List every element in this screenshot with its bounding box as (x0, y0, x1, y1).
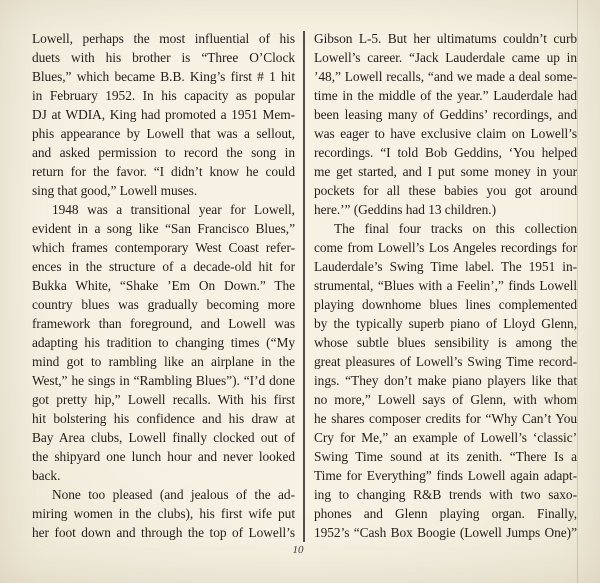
text-line: return for the favor. “I didn’t know he could (32, 164, 295, 179)
text-line: got pretty hip,” Lowell recalls. With his first (32, 392, 295, 407)
text-line: come from Lowell’s Los Angeles recordings for (314, 240, 577, 255)
text-line: time in the middle of the year.” Lauderdale had (314, 88, 577, 103)
text-line: by the typically superb piano of Lloyd Glenn, (314, 316, 577, 331)
text-line: great pleasures of Lowell’s Swing Time record- (314, 354, 577, 369)
text-line: Swing Time sound at its zenith. “There Is a (314, 449, 577, 464)
text-line: phis appearance by Lowell that was a sellout, (32, 126, 295, 141)
text-line: ing to changing R&B trends with two saxo- (314, 487, 577, 502)
right-column (314, 29, 577, 542)
text-line: ences in the structure of a decade-old hit for (32, 259, 295, 274)
text-line: miring women in the clubs), his first wife put (32, 506, 295, 521)
text-line: hit bolstering his confidence and his draw at (32, 411, 295, 426)
text-line: the shipyard one lunch hour and never looked (32, 449, 295, 464)
column-divider (303, 31, 305, 542)
page-number: 10 (292, 544, 304, 556)
text-line: mind got to rambling like an airplane in the (32, 354, 295, 369)
text-line: Blues,” which became B.B. King’s first # 1 hit (32, 69, 295, 84)
text-line: framework than foreground, and Lowell was (32, 316, 295, 331)
text-line: Bay Area clubs, Lowell finally clocked out of (32, 430, 295, 445)
text-line: country blues was gradually becoming more (32, 297, 295, 312)
text-line: here.’” (Geddins had 13 children.) (314, 202, 496, 217)
text-line: Time for Everything” finds Lowell again adapt- (314, 468, 577, 483)
text-line: no more,” Lowell says of Glenn, with whom (314, 392, 577, 407)
text-line: pockets for all these babies you got around (314, 183, 577, 198)
text-line: ings. “They don’t make piano players like that (314, 373, 577, 388)
page-fold-line (577, 0, 578, 583)
text-line: ’48,” Lowell recalls, “and we made a deal some- (314, 69, 577, 84)
text-line: in February 1952. In his capacity as popular (32, 88, 295, 103)
text-line: Lauderdale’s Swing Time label. The 1951 in- (314, 259, 577, 274)
text-line: he shares composer credits for “Why Can’t You (314, 411, 577, 426)
text-line: was eager to have exclusive claim on Lowell’s (314, 126, 577, 141)
text-line: West,” he sings in “Rambling Blues”). “I’d done (32, 373, 295, 388)
text-line: been leasing many of Geddins’ recordings, and (314, 107, 577, 122)
text-line: recordings. “I told Bob Geddins, ‘You helped (314, 145, 577, 160)
text-line: Lowell’s career. “Jack Lauderdale came up in (314, 50, 577, 65)
text-line: back. (32, 468, 61, 483)
text-line: Gibson L-5. But her ultimatums couldn’t curb (314, 31, 577, 46)
text-line: DJ at WDIA, King had promoted a 1951 Mem- (32, 107, 295, 122)
text-line: The final four tracks on this collection (334, 221, 577, 236)
text-line: evident in a song like “San Francisco Blues,” (32, 221, 295, 236)
text-line: duets with his brother is “Three O’Clock (32, 50, 295, 65)
text-line: strumental, “Blues with a Feelin’,” finds Lowell (314, 278, 577, 293)
text-line: sing that good,” Lowell muses. (32, 183, 198, 198)
text-line: her foot down and through the top of Lowell’s (32, 525, 295, 540)
text-line: Bukka White, “Shake ’Em On Down.” The (32, 278, 295, 293)
text-line: me get started, and I put some money in your (314, 164, 577, 179)
text-line: and asked permission to record the song in (32, 145, 295, 160)
text-line: adapting his tradition to changing times (“My (32, 335, 295, 350)
text-line: Cry for Me,” an example of Lowell’s ‘classic’ (314, 430, 577, 445)
text-line: playing downhome blues lines complemented (314, 297, 577, 312)
text-line: 1948 was a transitional year for Lowell, (52, 202, 295, 217)
text-line: whose subtle blues sensibility is among the (314, 335, 577, 350)
text-line: Lowell, perhaps the most influential of his (32, 31, 295, 46)
left-column (32, 29, 295, 542)
text-line: phones and Glenn playing organ. Finally, (314, 506, 577, 521)
text-line: which frames contemporary West Coast refer- (32, 240, 295, 255)
text-line: None too pleased (and jealous of the ad- (52, 487, 295, 502)
text-line: 1952’s “Cash Box Boogie (Lowell Jumps One)” (314, 525, 577, 540)
